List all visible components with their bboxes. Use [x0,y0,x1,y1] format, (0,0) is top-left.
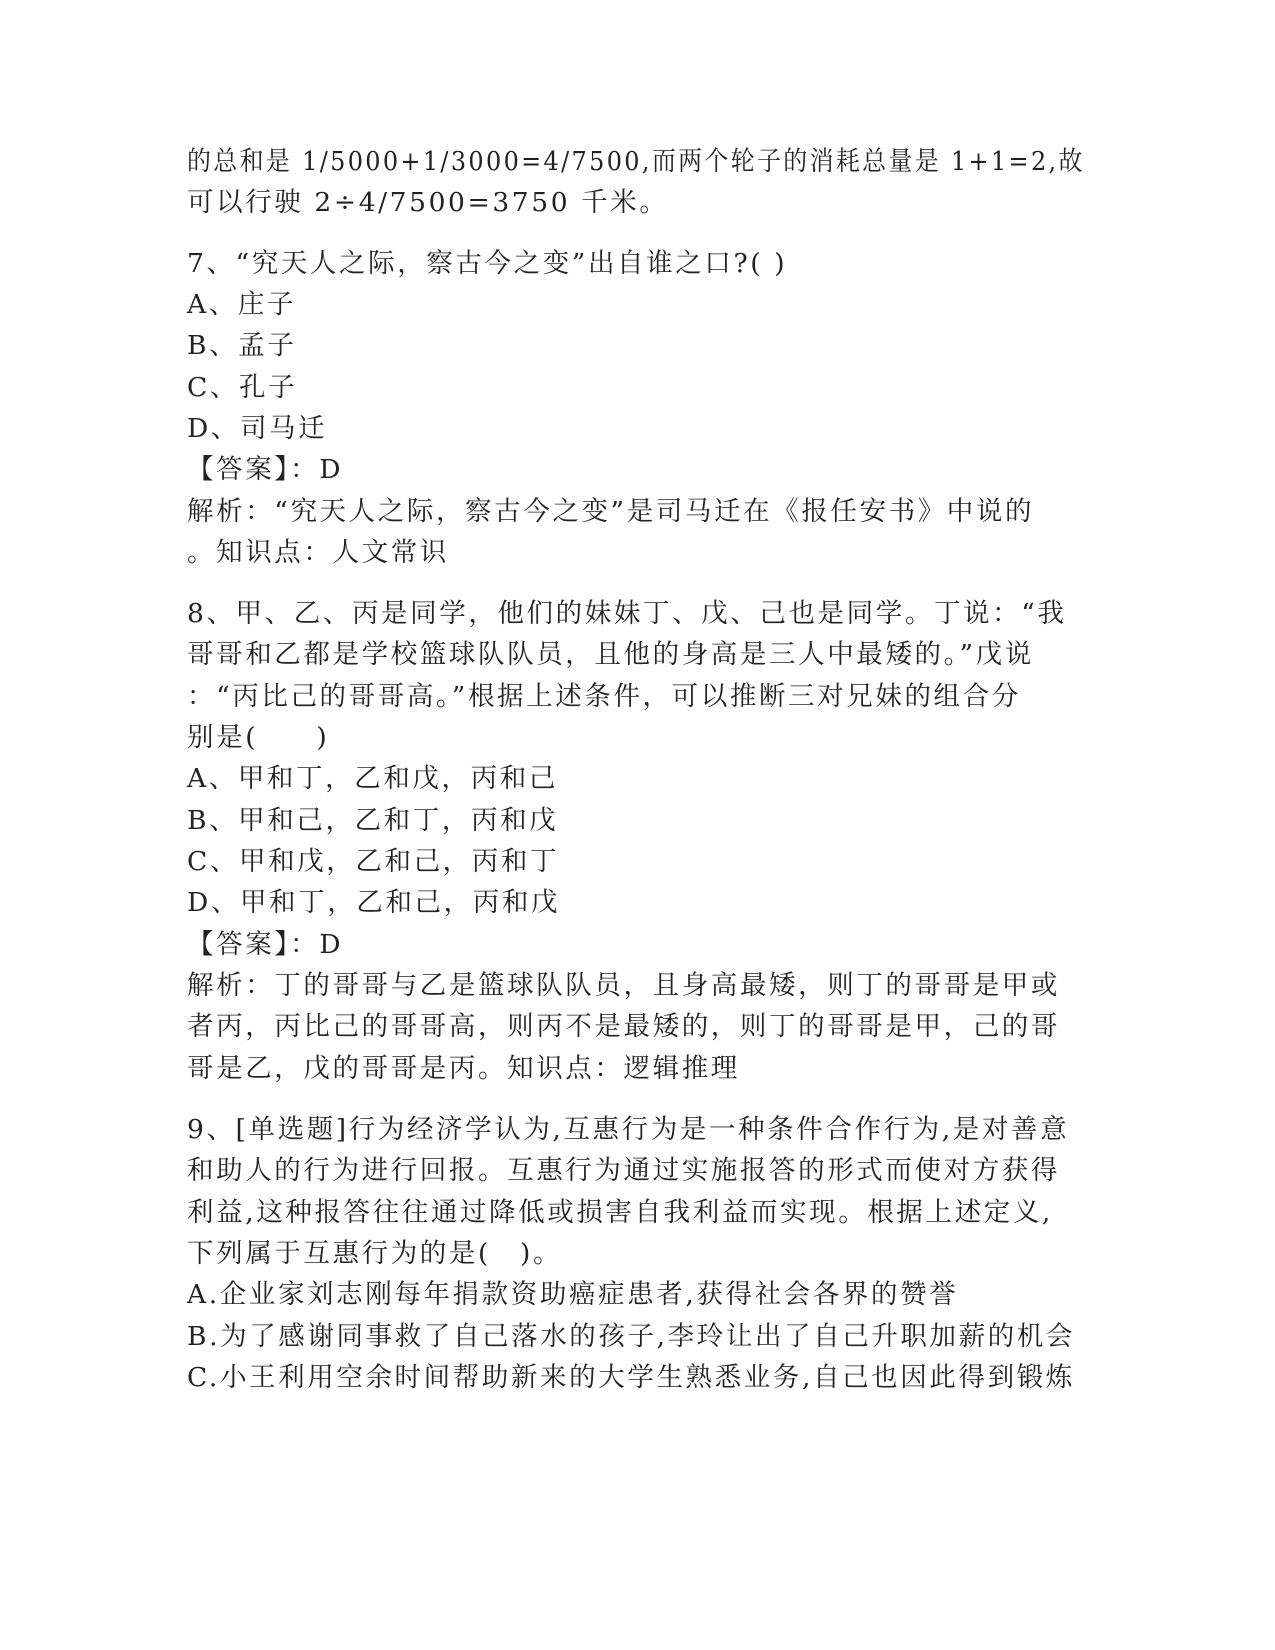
q9-option-b: B.为了感谢同事救了自己落水的孩子,李玲让出了自己升职加薪的机会 [187,1321,1076,1352]
q6-text-line-1: 的总和是 1/5000+1/3000=4/7500,而两个轮子的消耗总量是 1+1=2,故 [187,146,1085,177]
q7-option-c: C、孔子 [187,372,298,403]
q9-option-a: A.企业家刘志刚每年捐款资助癌症患者,获得社会各界的赞誉 [187,1279,959,1310]
q9-option-c: C.小王利用空余时间帮助新来的大学生熟悉业务,自己也因此得到锻炼 [187,1362,1075,1393]
q8-question-line-3: ：“丙比己的哥哥高。”根据上述条件，可以推断三对兄妹的组合分 [187,681,1021,712]
q8-question-line-1: 8、甲、乙、丙是同学，他们的妹妹丁、戊、己也是同学。丁说：“我 [187,598,1067,629]
q8-option-c: C、甲和戊，乙和己，丙和丁 [187,846,560,877]
q7-option-d: D、司马迁 [187,413,328,444]
q8-option-a: A、甲和丁，乙和戊，丙和己 [187,763,558,794]
q7-analysis-line-2: 。知识点：人文常识 [187,537,449,568]
q8-analysis-line-2: 者丙，丙比己的哥哥高，则丙不是最矮的，则丁的哥哥是甲，己的哥 [187,1011,1060,1042]
q8-question-line-4: 别是( ) [187,722,330,753]
q7-analysis-line-1: 解析：“究天人之际，察古今之变”是司马迁在《报任安书》中说的 [187,496,1035,527]
q7-option-b: B、孟子 [187,330,297,361]
q9-question-line-2: 和助人的行为进行回报。互惠行为通过实施报答的形式而使对方获得 [187,1155,1060,1186]
q9-question-line-3: 利益,这种报答往往通过降低或损害自我利益而实现。根据上述定义, [187,1197,1053,1228]
q9-question-line-4: 下列属于互惠行为的是( )。 [187,1238,563,1269]
q7-option-a: A、庄子 [187,289,297,320]
q8-analysis-line-3: 哥是乙，戊的哥哥是丙。知识点：逻辑推理 [187,1053,740,1084]
q7-question: 7、“究天人之际，察古今之变”出自谁之口?( ) [187,248,788,279]
q7-answer: 【答案】：D [187,454,344,485]
q6-text-line-2: 可以行驶 2÷4/7500=3750 千米。 [187,187,669,218]
q8-option-d: D、甲和丁，乙和己，丙和戊 [187,887,561,918]
q8-answer: 【答案】：D [187,929,344,960]
q8-analysis-line-1: 解析：丁的哥哥与乙是篮球队队员，且身高最矮，则丁的哥哥是甲或 [187,970,1060,1001]
q9-question-line-1: 9、[单选题]行为经济学认为,互惠行为是一种条件合作行为,是对善意 [187,1114,1070,1145]
q8-question-line-2: 哥哥和乙都是学校篮球队队员，且他的身高是三人中最矮的。”戊说 [187,639,1034,670]
q8-option-b: B、甲和己，乙和丁，丙和戊 [187,805,559,836]
